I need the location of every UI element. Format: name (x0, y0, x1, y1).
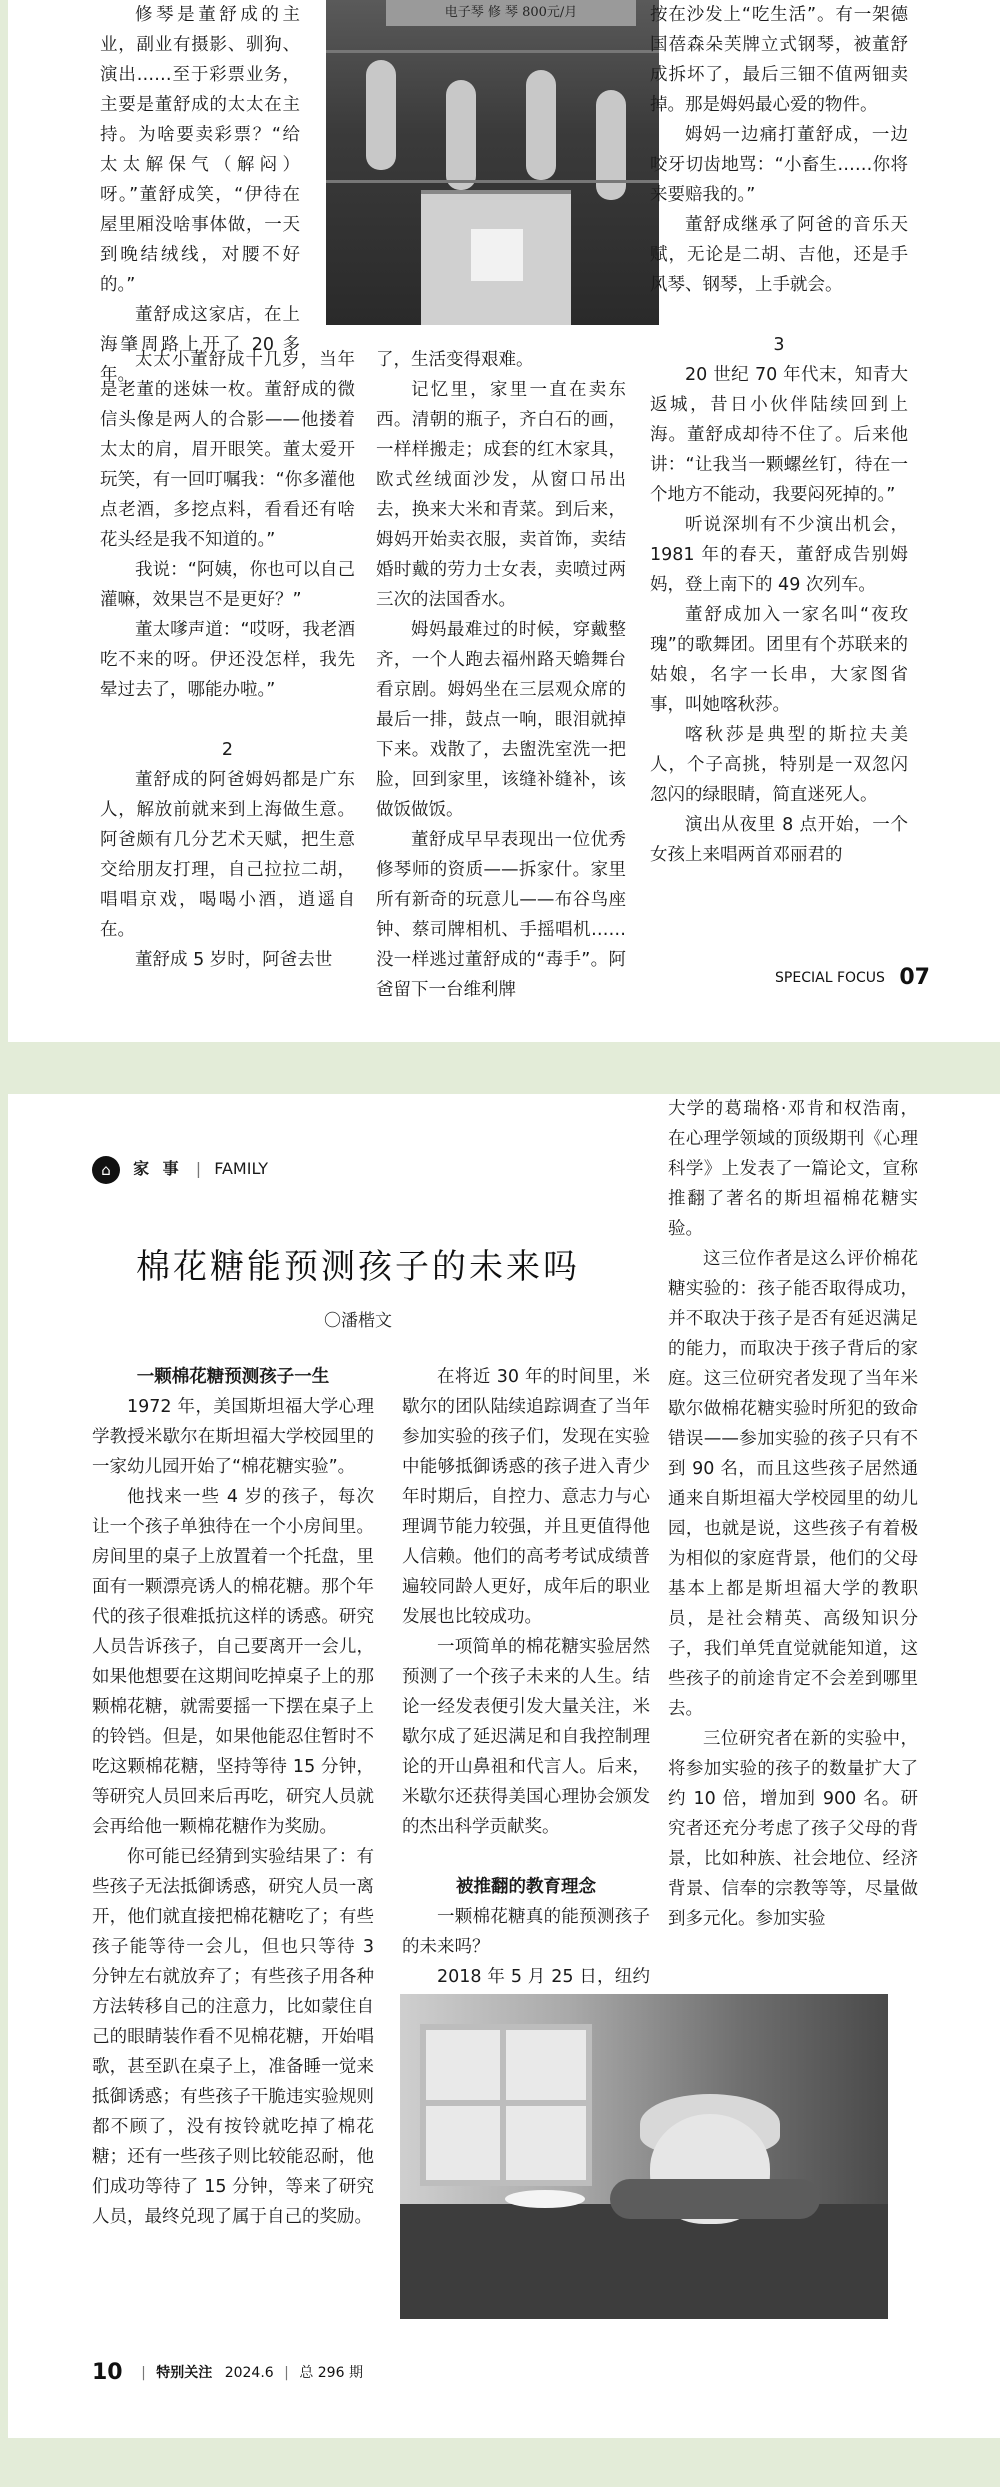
plate (505, 2190, 585, 2208)
paragraph: 董舒成 5 岁时，阿爸去世 (135, 950, 333, 970)
magazine-name: 特别关注 (156, 2365, 213, 2381)
article-title: 棉花糖能预测孩子的未来吗 (136, 1247, 580, 1287)
magazine-page-07 (8, 0, 1000, 1042)
subheading: 一颗棉花糖预测孩子一生 (136, 1367, 330, 1387)
article-column-3 (668, 1094, 918, 1934)
child-arms (610, 2179, 820, 2219)
paragraph: 了，生活变得艰难。 (376, 350, 534, 370)
page-number: 10 (92, 2360, 123, 2385)
issue-total: 总 296 期 (299, 2365, 363, 2381)
paragraph: 1972 年，美国斯坦福大学心理学教授米歇尔在斯坦福大学校园里的一家幼儿园开始了“棉花糖实验”。 (92, 1397, 374, 1477)
page-footer (775, 965, 930, 990)
shelf-line (326, 180, 659, 183)
paragraph: 姆妈一边痛打董舒成，一边咬牙切齿地骂：“小畜生……你将来要赔我的。” (650, 125, 908, 205)
paragraph: 喀秋莎是典型的斯拉夫美人，个子高挑，特别是一双忽闪忽闪的绿眼睛，简直迷死人。 (650, 725, 908, 805)
house-icon: ⌂ (92, 1156, 120, 1184)
paragraph: 按在沙发上“吃生活”。有一架德国蓓森朵芙牌立式钢琴，被董舒成拆坏了，最后三钿不值两钿卖掉。那是姆妈最心爱的物件。 (650, 5, 908, 115)
paragraph: 在将近 30 年的时间里，米歇尔的团队陆续追踪调查了当年参加实验的孩子们，发现在实验中能够抵御诱惑的孩子进入青少年时期后，自控力、意志力与心理调节能力较强，并且更值得他人信赖。他们的高考考试成绩普遍较同龄人更好，成年后的职业发展也比较成功。 (402, 1367, 650, 1627)
paragraph: 我说：“阿姨，你也可以自己灌嘛，效果岂不是更好？” (100, 560, 355, 610)
white-box (471, 229, 523, 281)
article-column-1 (92, 1362, 374, 2232)
section-name-en: FAMILY (214, 1159, 269, 1178)
issue-date: 2024.6 (224, 2365, 274, 2381)
paragraph: 修琴是董舒成的主业，副业有摄影、驯狗、演出……至于彩票业务，主要是董舒成的太太在主持。为啥要卖彩票？“给太太解保气（解闷）呀。”董舒成笑，“伊待在屋里厢没啥事体做，一天到晚结绒线，对腰不好的。” (100, 5, 300, 295)
paragraph: 大学的葛瑞格·邓肯和权浩南，在心理学领域的顶级期刊《心理科学》上发表了一篇论文，宣称推翻了著名的斯坦福棉花糖实验。 (668, 1099, 918, 1239)
paragraph: 记忆里，家里一直在卖东西。清朝的瓶子，齐白石的画，一样样搬走；成套的红木家具，欧式丝绒面沙发，从窗口吊出去，换来大米和青菜。到后来，姆妈开始卖衣服，卖首饰，卖结婚时戴的劳力士女表，卖喷过两三次的法国香水。 (376, 380, 626, 610)
paragraph: 你可能已经猜到实验结果了：有些孩子无法抵御诱惑，研究人员一离开，他们就直接把棉花糖吃了；有些孩子能等待一会儿，但也只等待 3 分钟左右就放弃了；有些孩子用各种方法转移自己的注意力，比如蒙住自己的眼睛装作看不见棉花糖，开始唱歌，甚至趴在桌子上，准备睡一觉来抵御诱惑；有些孩子干脆违实验规则都不顾了，没有按铃就吃掉了棉花糖；还有一些孩子则比较能忍耐，他们成功等待了 15 分钟，等来了研究人员，最终兑现了属于自己的奖励。 (92, 1847, 374, 2227)
subheading: 被推翻的教育理念 (456, 1877, 596, 1897)
paragraph: 一项简单的棉花糖实验居然预测了一个孩子未来的人生。结论一经发表便引发大量关注，米歇尔成了延迟满足和自我控制理论的开山鼻祖和代言人。后来，米歇尔还获得美国心理协会颁发的杰出科学贡献奖。 (402, 1637, 650, 1837)
magazine-page-10 (8, 1094, 1000, 2438)
section-name-cn: 家 事 (133, 1159, 183, 1178)
guitar-shape (366, 60, 396, 170)
guitar-shop-photo (326, 0, 659, 325)
article-column-3 (376, 345, 626, 1005)
section-label: SPECIAL FOCUS (775, 970, 885, 986)
paragraph: 一颗棉花糖真的能预测孩子的未来吗？ (402, 1907, 650, 1957)
window (420, 2024, 592, 2186)
paragraph: 三位研究者在新的实验中，将参加实验的孩子的数量扩大了约 10 倍，增加到 900 名。研究者还充分考虑了孩子父母的背景，比如种族、社会地位、经济背景、信奉的宗教等等，尽量做到多元化。参加实验 (668, 1729, 918, 1929)
paragraph: 太太小董舒成十几岁，当年是老董的迷妹一枚。董舒成的微信头像是两人的合影——他搂着太太的肩，眉开眼笑。董太爱开玩笑，有一回叮嘱我：“你多灌他点老酒，多挖点料，看看还有啥花头经是我不知道的。” (100, 350, 355, 550)
paragraph: 董舒成这家店，在上海肇周路上开了 20 多年。 (100, 305, 300, 385)
table (400, 2204, 888, 2319)
article-byline: 〇潘楷文 (324, 1311, 392, 1331)
article-column-4 (650, 0, 908, 870)
page-number: 07 (899, 965, 930, 990)
paragraph: 董舒成的阿爸姆妈都是广东人，解放前就来到上海做生意。阿爸颇有几分艺术天赋，把生意交给朋友打理，自己拉拉二胡，唱唱京戏，喝喝小酒，逍遥自在。 (100, 770, 355, 940)
paragraph: 这三位作者是这么评价棉花糖实验的：孩子能否取得成功，并不取决于孩子是否有延迟满足的能力，而取决于孩子背后的家庭。这三位研究者发现了当年米歇尔做棉花糖实验时所犯的致命错误——参加实验的孩子只有不到 90 名，而且这些孩子居然通通来自斯坦福大学校园里的幼儿园，也就是说，这些孩子有着极为相似的家庭背景，他们的父母基本上都是斯坦福大学的教职员，是社会精英、高级知识分子，我们单凭直觉就能知道，这些孩子的前途肯定不会差到哪里去。 (668, 1249, 918, 1719)
paragraph: 演出从夜里 8 点开始，一个女孩上来唱两首邓丽君的 (650, 815, 908, 865)
article-column-1 (100, 0, 300, 390)
article-column-2 (100, 345, 355, 975)
article-column-2 (402, 1362, 650, 2022)
shop-sign: 电子琴 修 琴 800元/月 (386, 0, 636, 26)
paragraph: 董太嗲声道：“哎呀，我老酒吃不来的呀。伊还没怎样，我先晕过去了，哪能办啦。” (100, 620, 355, 700)
paragraph: 20 世纪 70 年代末，知青大返城，昔日小伙伴陆续回到上海。董舒成却待不住了。后来他讲：“让我当一颗螺丝钉，待在一个地方不能动，我要闷死掉的。” (650, 365, 908, 505)
divider: | (195, 1159, 202, 1178)
cabinet (421, 190, 571, 325)
paragraph: 2018 年 5 月 25 日，纽约 (437, 1967, 650, 1987)
child-marshmallow-photo (400, 1994, 888, 2319)
paragraph: 董舒成加入一家名叫“夜玫瑰”的歌舞团。团里有个苏联来的姑娘，名字一长串，大家图省事，叫她喀秋莎。 (650, 605, 908, 715)
section-number: 3 (773, 335, 785, 355)
paragraph: 姆妈最难过的时候，穿戴整齐，一个人跑去福州路天蟾舞台看京剧。姆妈坐在三层观众席的最后一排，鼓点一响，眼泪就掉下来。戏散了，去盥洗室洗一把脸，回到家里，该缝补缝补，该做饭做饭。 (376, 620, 626, 820)
shelf-line (326, 50, 659, 53)
paragraph: 董舒成继承了阿爸的音乐天赋，无论是二胡、吉他，还是手风琴、钢琴，上手就会。 (650, 215, 908, 295)
section-tag (92, 1154, 268, 1184)
guitar-shape (446, 80, 476, 190)
paragraph: 听说深圳有不少演出机会，1981 年的春天，董舒成告别姆妈，登上南下的 49 次列车。 (650, 515, 908, 595)
section-number: 2 (221, 740, 234, 760)
guitar-shape (596, 90, 626, 200)
page-footer: 10 | 特别关注 2024.6 | 总 296 期 (92, 2360, 363, 2385)
paragraph: 董舒成早早表现出一位优秀修琴师的资质——拆家什。家里所有新奇的玩意儿——布谷鸟座钟、蔡司牌相机、手摇唱机……没一样逃过董舒成的“毒手”。阿爸留下一台维利牌 (376, 830, 626, 1000)
paragraph: 他找来一些 4 岁的孩子，每次让一个孩子单独待在一个小房间里。房间里的桌子上放置着一个托盘，里面有一颗漂亮诱人的棉花糖。那个年代的孩子很难抵抗这样的诱惑。研究人员告诉孩子，自己要离开一会儿，如果他想要在这期间吃掉桌子上的那颗棉花糖，就需要摇一下摆在桌子上的铃铛。但是，如果他能忍住暂时不吃这颗棉花糖，坚持等待 15 分钟，等研究人员回来后再吃，研究人员就会再给他一颗棉花糖作为奖励。 (92, 1487, 374, 1837)
guitar-shape (526, 70, 556, 180)
